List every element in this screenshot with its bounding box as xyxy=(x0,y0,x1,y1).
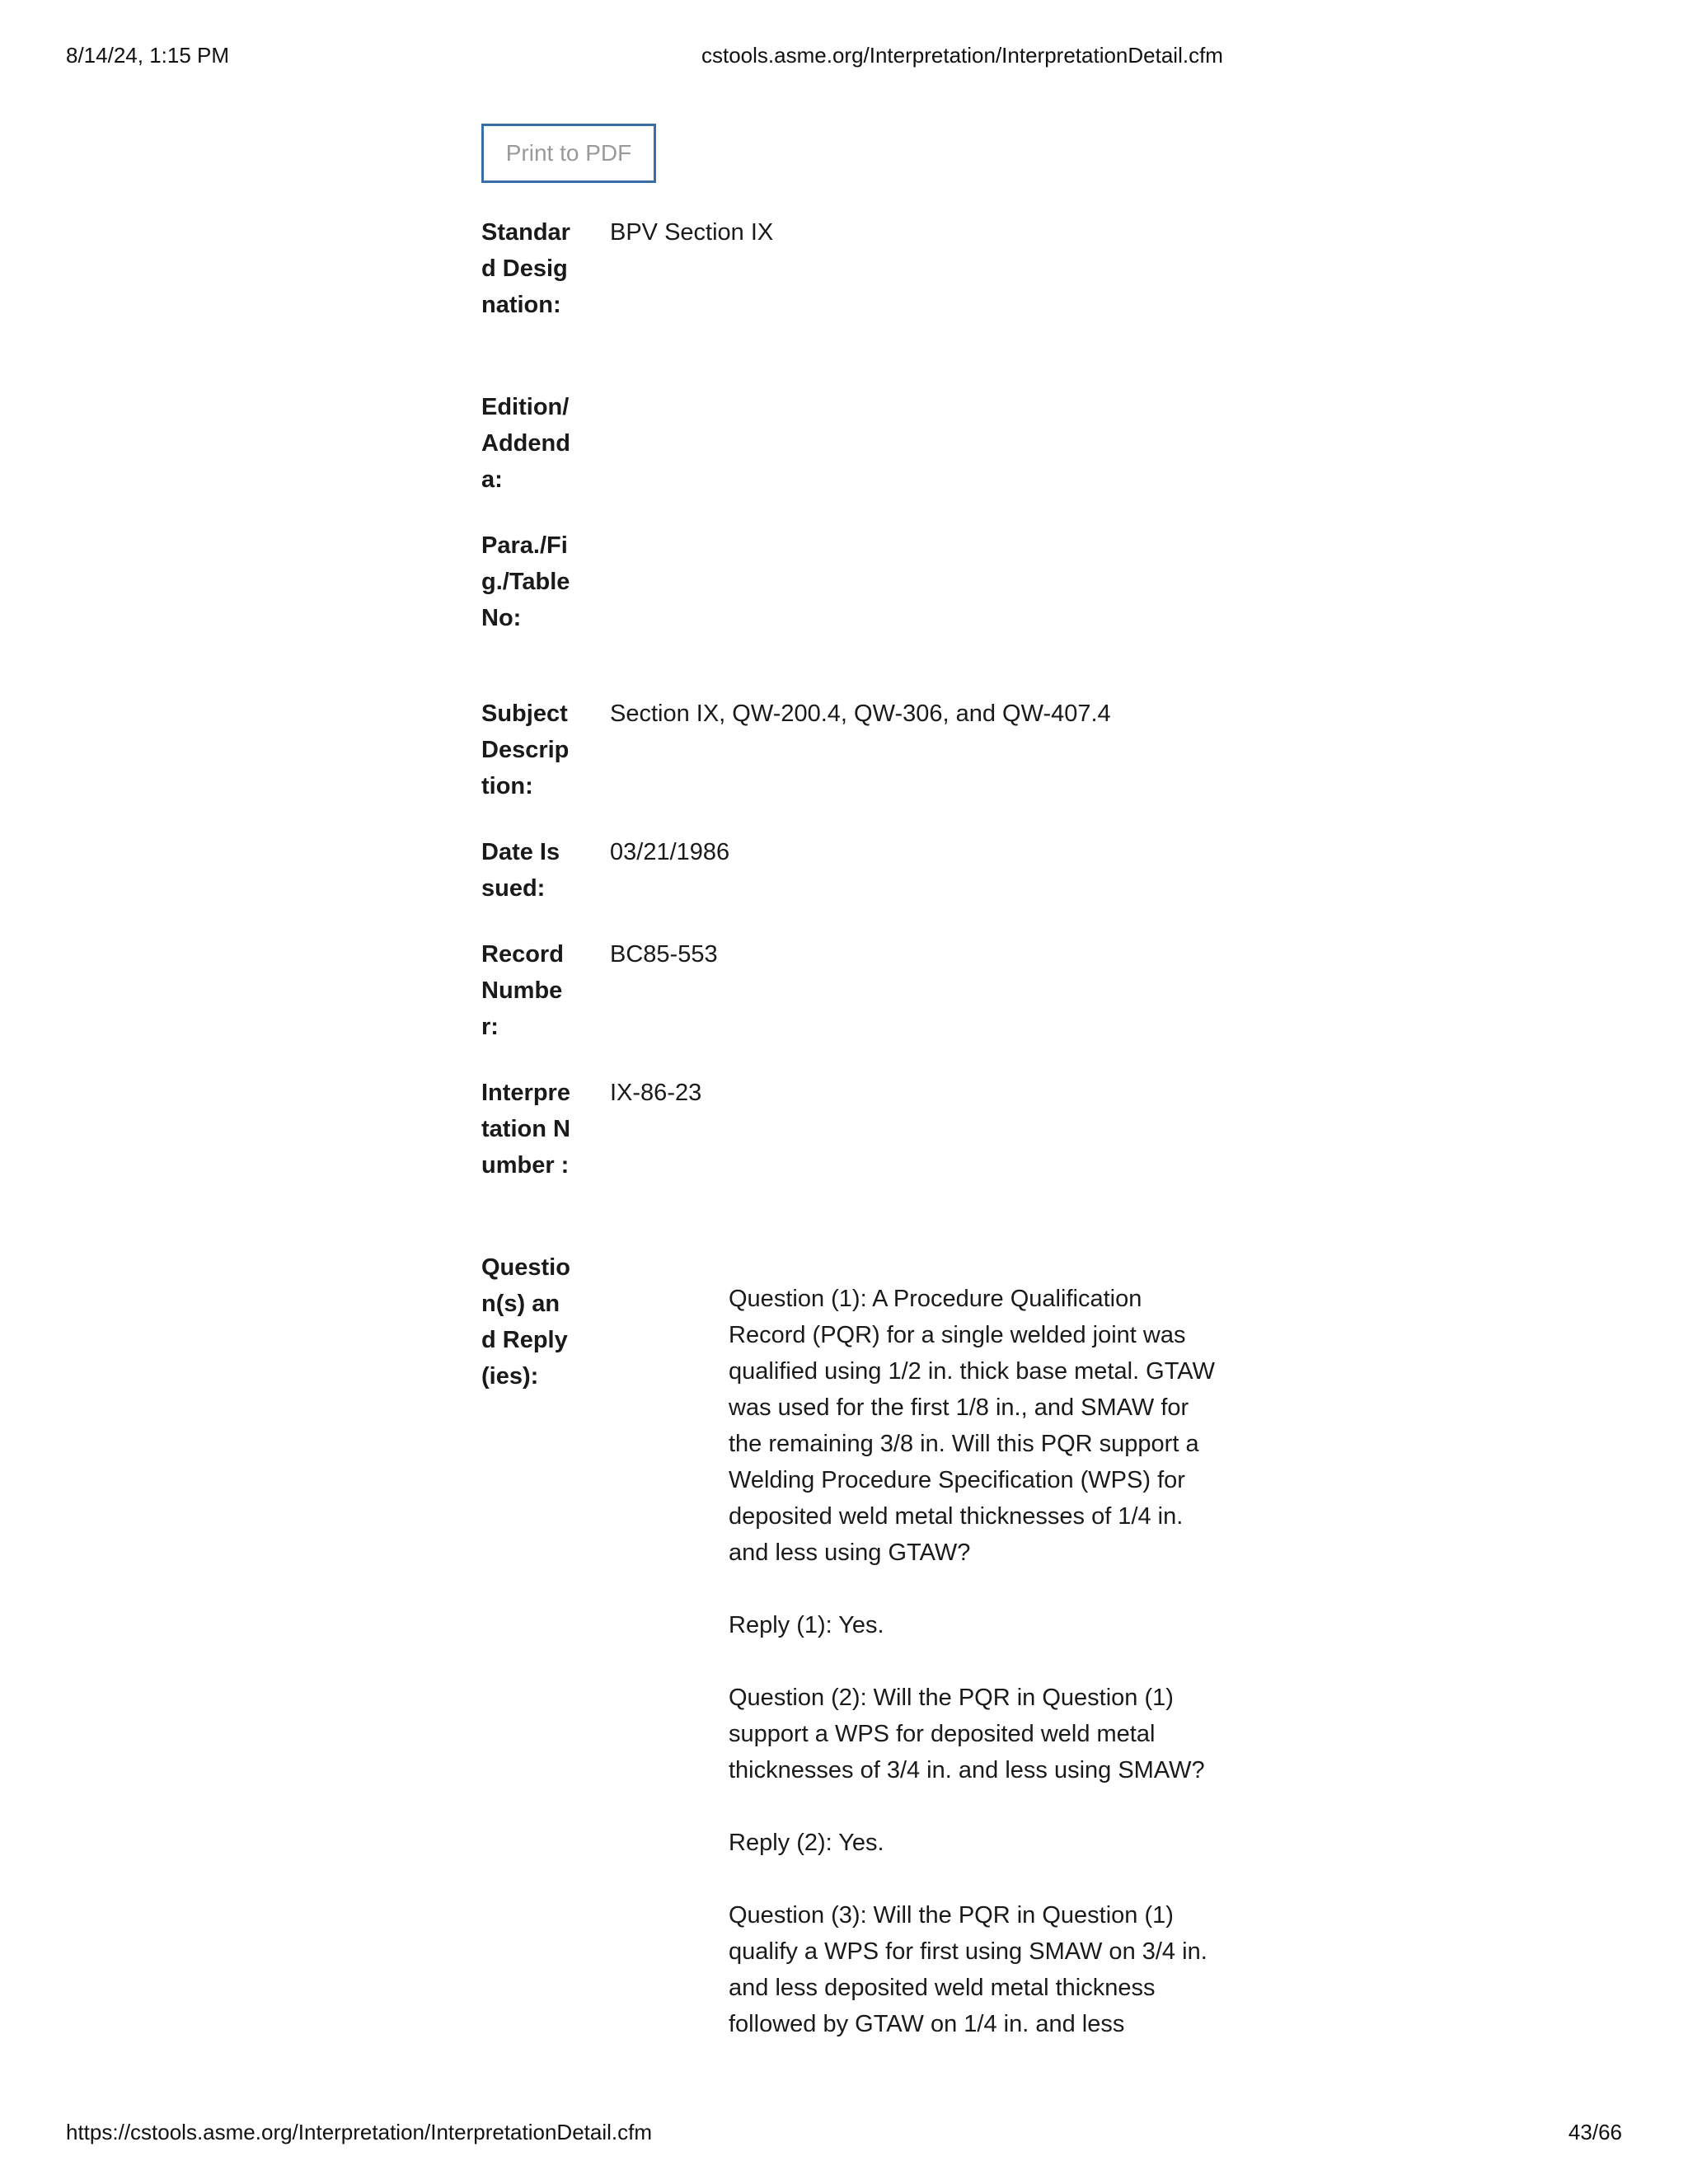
standard-designation-label: Standard Designation: xyxy=(481,219,570,318)
standard-designation-value: BPV Section IX xyxy=(610,219,774,246)
print-to-pdf-button[interactable]: Print to PDF xyxy=(481,124,656,183)
reply-1: Reply (1): Yes. xyxy=(729,1612,884,1638)
question-3: Question (3): Will the PQR in Question (1) qualify a WPS for first using SMAW on 3/4 in. and less deposited weld metal thickness followed by GTAW on 1/4 in. and less xyxy=(729,1902,1207,2037)
print-footer-page-number: 43/66 xyxy=(1568,2120,1622,2144)
print-footer-url: https://cstools.asme.org/Interpretation/InterpretationDetail.cfm xyxy=(66,2120,653,2144)
print-header-url: cstools.asme.org/Interpretation/InterpretationDetail.cfm xyxy=(701,43,1223,68)
question-2: Question (2): Will the PQR in Question (1) support a WPS for deposited weld metal thicknesses of 3/4 in. and less using SMAW? xyxy=(729,1685,1205,1783)
interpretation-number-label: Interpretation Number : xyxy=(481,1080,570,1179)
edition-addenda-label: Edition/Addenda: xyxy=(481,394,570,493)
question-1: Question (1): A Procedure Qualification Record (PQR) for a single welded joint was qualified using 1/2 in. thick base metal. GTAW was used for the first 1/8 in., and SMAW for the remaining 3/8 in. Will this PQR support a Welding Procedure Specification (WPS) for deposited weld metal thicknesses of 1/4 in. and less using GTAW? xyxy=(729,1286,1215,1566)
record-number-value: BC85-553 xyxy=(610,941,718,968)
record-number-label: Record Number: xyxy=(481,941,564,1040)
date-issued-label: Date Issued: xyxy=(481,839,560,902)
para-fig-table-label: Para./Fig./Table No: xyxy=(481,532,570,631)
interpretation-number-value: IX-86-23 xyxy=(610,1080,702,1106)
date-issued-value: 03/21/1986 xyxy=(610,839,730,865)
reply-2: Reply (2): Yes. xyxy=(729,1830,884,1856)
questions-replies-label: Question(s) and Reply(ies): xyxy=(481,1254,570,1390)
questions-replies-body xyxy=(729,1281,1223,2079)
print-header-datetime: 8/14/24, 1:15 PM xyxy=(66,43,230,68)
subject-description-value: Section IX, QW-200.4, QW-306, and QW-407.4 xyxy=(610,701,1111,727)
subject-description-label: Subject Description: xyxy=(481,701,570,799)
